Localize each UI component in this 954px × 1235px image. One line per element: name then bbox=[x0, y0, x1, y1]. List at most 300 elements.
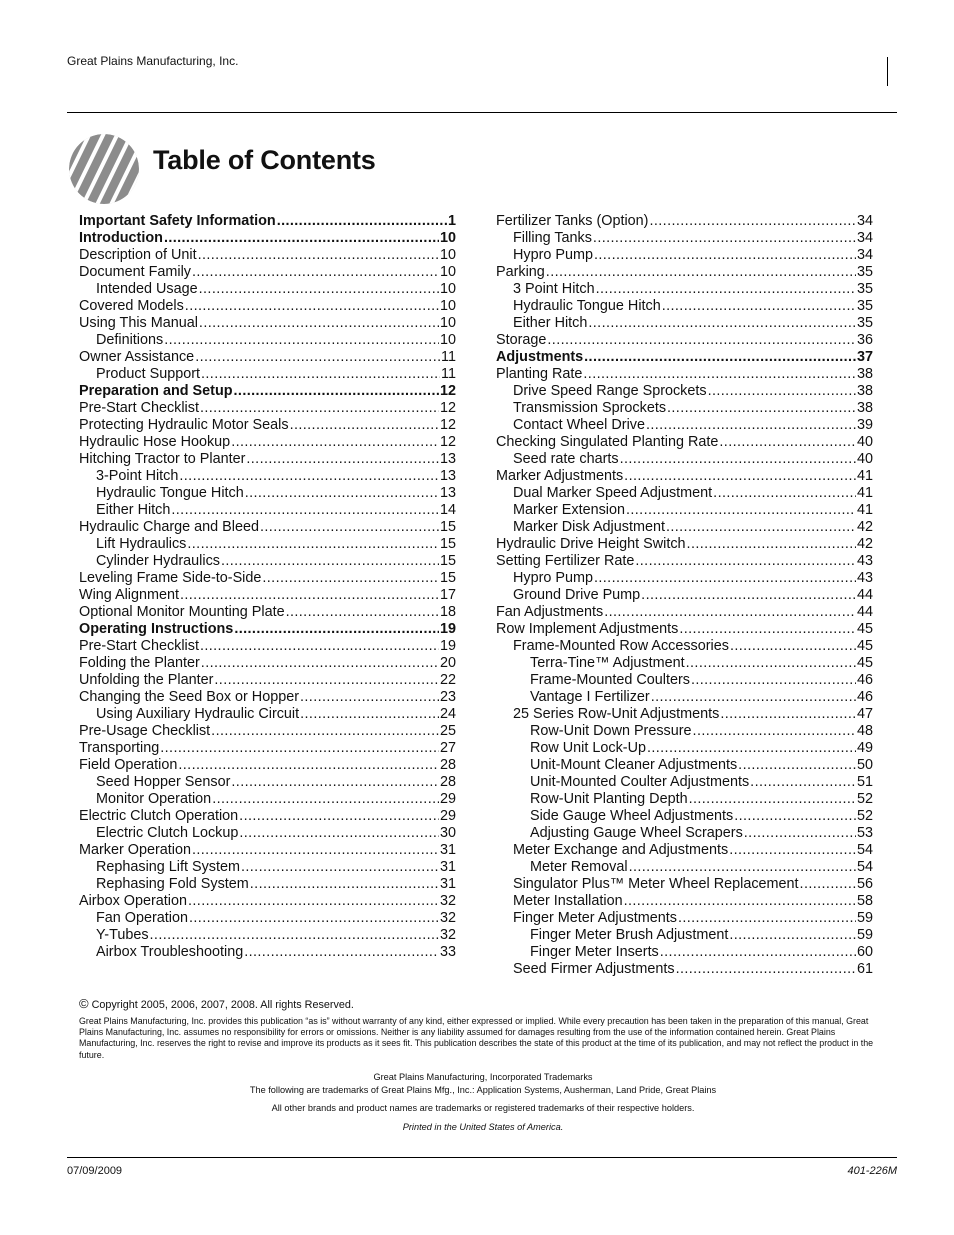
toc-entry-title: Pre-Usage Checklist bbox=[79, 723, 211, 739]
toc-entry-title: Side Gauge Wheel Adjustments bbox=[530, 808, 734, 824]
toc-entry[interactable] bbox=[79, 910, 456, 927]
part-number: 401-226M bbox=[847, 1165, 897, 1177]
toc-column-right bbox=[496, 213, 873, 978]
toc-entry-page: 13 bbox=[439, 468, 456, 484]
toc-dot-leader bbox=[277, 213, 447, 230]
toc-entry-title: Hydraulic Hose Hookup bbox=[79, 434, 231, 450]
toc-entry[interactable] bbox=[496, 927, 873, 944]
toc-dot-leader bbox=[649, 213, 856, 230]
toc-entry[interactable] bbox=[496, 621, 873, 638]
toc-entry[interactable] bbox=[496, 315, 873, 332]
toc-dot-leader bbox=[234, 621, 439, 638]
toc-entry[interactable] bbox=[79, 706, 456, 723]
toc-dot-leader bbox=[201, 655, 439, 672]
toc-entry-page: 36 bbox=[856, 332, 873, 348]
toc-entry[interactable] bbox=[79, 553, 456, 570]
toc-entry-title: Contact Wheel Drive bbox=[513, 417, 645, 433]
toc-entry-page: 10 bbox=[439, 332, 456, 348]
toc-entry[interactable] bbox=[79, 927, 456, 944]
toc-dot-leader bbox=[546, 264, 856, 281]
toc-dot-leader bbox=[729, 927, 856, 944]
toc-entry-page: 13 bbox=[439, 485, 456, 501]
toc-entry-title: Singulator Plus™ Meter Wheel Replacement bbox=[513, 876, 799, 892]
toc-entry[interactable] bbox=[496, 366, 873, 383]
toc-entry-title: Y-Tubes bbox=[96, 927, 149, 943]
toc-entry-title: Meter Removal bbox=[530, 859, 628, 875]
toc-entry-page: 35 bbox=[856, 281, 873, 297]
toc-entry-page: 10 bbox=[439, 247, 456, 263]
toc-entry[interactable] bbox=[496, 383, 873, 400]
toc-dot-leader bbox=[239, 825, 439, 842]
toc-dot-leader bbox=[185, 298, 439, 315]
trademarks-title: Great Plains Manufacturing, Incorporated Trademarks bbox=[373, 1072, 593, 1082]
toc-dot-leader bbox=[178, 757, 439, 774]
toc-dot-leader bbox=[660, 944, 856, 961]
toc-dot-leader bbox=[200, 400, 439, 417]
toc-entry-page: 58 bbox=[856, 893, 873, 909]
toc-entry[interactable] bbox=[496, 655, 873, 672]
toc-entry[interactable] bbox=[496, 859, 873, 876]
footer-rule bbox=[67, 1157, 897, 1158]
toc-entry-title: Row Implement Adjustments bbox=[496, 621, 679, 637]
toc-entry[interactable] bbox=[79, 842, 456, 859]
toc-entry[interactable] bbox=[496, 723, 873, 740]
toc-entry-page: 32 bbox=[439, 927, 456, 943]
toc-entry[interactable] bbox=[79, 264, 456, 281]
toc-entry-page: 60 bbox=[856, 944, 873, 960]
toc-entry-title: Operating Instructions bbox=[79, 621, 234, 637]
toc-dot-leader bbox=[300, 706, 439, 723]
toc-entry[interactable] bbox=[79, 638, 456, 655]
toc-entry-page: 44 bbox=[856, 587, 873, 603]
toc-dot-leader bbox=[171, 502, 439, 519]
toc-entry-page: 59 bbox=[856, 910, 873, 926]
toc-entry[interactable] bbox=[79, 298, 456, 315]
toc-entry-page: 38 bbox=[856, 383, 873, 399]
toc-entry-title: Vantage I Fertilizer bbox=[530, 689, 650, 705]
toc-entry[interactable] bbox=[79, 672, 456, 689]
toc-entry-page: 10 bbox=[439, 264, 456, 280]
toc-entry[interactable] bbox=[79, 400, 456, 417]
toc-dot-leader bbox=[729, 842, 856, 859]
toc-entry-page: 33 bbox=[439, 944, 456, 960]
toc-entry[interactable] bbox=[496, 451, 873, 468]
toc-dot-leader bbox=[626, 502, 856, 519]
toc-entry[interactable] bbox=[79, 451, 456, 468]
toc-dot-leader bbox=[211, 723, 439, 740]
toc-dot-leader bbox=[629, 859, 856, 876]
toc-entry-title: Checking Singulated Planting Rate bbox=[496, 434, 719, 450]
toc-entry-page: 35 bbox=[856, 315, 873, 331]
toc-entry[interactable] bbox=[496, 417, 873, 434]
toc-entry[interactable] bbox=[79, 604, 456, 621]
toc-entry-title: Leveling Frame Side-to-Side bbox=[79, 570, 262, 586]
toc-dot-leader bbox=[691, 672, 856, 689]
toc-dot-leader bbox=[750, 774, 856, 791]
toc-entry-title: Hydraulic Tongue Hitch bbox=[513, 298, 661, 314]
toc-entry-title: Airbox Troubleshooting bbox=[96, 944, 244, 960]
toc-entry-page: 31 bbox=[439, 876, 456, 892]
toc-entry[interactable] bbox=[496, 910, 873, 927]
toc-entry[interactable] bbox=[496, 740, 873, 757]
toc-entry-page: 32 bbox=[439, 910, 456, 926]
toc-entry-title: Protecting Hydraulic Motor Seals bbox=[79, 417, 289, 433]
toc-entry-page: 48 bbox=[856, 723, 873, 739]
toc-entry-title: Pre-Start Checklist bbox=[79, 638, 199, 654]
toc-entry-page: 12 bbox=[439, 434, 456, 450]
toc-entry-page: 1 bbox=[447, 213, 456, 229]
toc-dot-leader bbox=[594, 247, 856, 264]
toc-entry-page: 43 bbox=[856, 553, 873, 569]
toc-entry[interactable] bbox=[496, 349, 873, 366]
toc-entry-title: Marker Operation bbox=[79, 842, 191, 858]
toc-entry-page: 52 bbox=[856, 808, 873, 824]
toc-entry[interactable] bbox=[496, 298, 873, 315]
toc-entry[interactable] bbox=[79, 570, 456, 587]
toc-entry[interactable] bbox=[496, 876, 873, 893]
toc-entry-page: 11 bbox=[441, 349, 456, 365]
toc-entry[interactable] bbox=[79, 893, 456, 910]
toc-entry-page: 18 bbox=[439, 604, 456, 620]
toc-dot-leader bbox=[286, 604, 439, 621]
toc-dot-leader bbox=[662, 298, 856, 315]
toc-entry[interactable] bbox=[496, 944, 873, 961]
toc-entry-title: Field Operation bbox=[79, 757, 178, 773]
toc-entry[interactable] bbox=[496, 638, 873, 655]
toc-entry-page: 41 bbox=[856, 502, 873, 518]
toc-entry-page: 22 bbox=[439, 672, 456, 688]
toc-entry-page: 51 bbox=[856, 774, 873, 790]
toc-entry[interactable] bbox=[79, 944, 456, 961]
toc-entry[interactable] bbox=[79, 349, 456, 366]
toc-entry[interactable] bbox=[79, 723, 456, 740]
toc-entry[interactable] bbox=[79, 536, 456, 553]
toc-entry[interactable] bbox=[496, 587, 873, 604]
toc-entry-title: Electric Clutch Operation bbox=[79, 808, 239, 824]
toc-entry-page: 10 bbox=[439, 315, 456, 331]
toc-dot-leader bbox=[635, 553, 856, 570]
toc-entry-page: 46 bbox=[856, 672, 873, 688]
toc-entry-title: Hypro Pump bbox=[513, 247, 593, 263]
toc-dot-leader bbox=[260, 519, 439, 536]
toc-dot-leader bbox=[199, 315, 439, 332]
toc-dot-leader bbox=[584, 349, 856, 366]
toc-dot-leader bbox=[547, 332, 856, 349]
toc-entry[interactable] bbox=[79, 876, 456, 893]
toc-entry-title: Marker Adjustments bbox=[496, 468, 624, 484]
toc-entry-page: 53 bbox=[856, 825, 873, 841]
toc-entry-page: 54 bbox=[856, 859, 873, 875]
toc-dot-leader bbox=[624, 893, 856, 910]
toc-dot-leader bbox=[231, 774, 439, 791]
toc-entry-title: Storage bbox=[496, 332, 547, 348]
toc-entry-page: 19 bbox=[439, 621, 456, 637]
toc-entry[interactable] bbox=[496, 519, 873, 536]
toc-dot-leader bbox=[641, 587, 856, 604]
toc-dot-leader bbox=[200, 638, 439, 655]
toc-entry-title: Row-Unit Down Pressure bbox=[530, 723, 692, 739]
toc-entry[interactable] bbox=[79, 315, 456, 332]
toc-entry-page: 12 bbox=[439, 383, 456, 399]
toc-entry[interactable] bbox=[79, 825, 456, 842]
toc-entry[interactable] bbox=[496, 825, 873, 842]
toc-entry-page: 32 bbox=[439, 893, 456, 909]
toc-entry-page: 11 bbox=[441, 366, 456, 382]
toc-dot-leader bbox=[195, 349, 440, 366]
toc-entry[interactable] bbox=[79, 859, 456, 876]
toc-dot-leader bbox=[234, 383, 439, 400]
toc-entry[interactable] bbox=[496, 281, 873, 298]
toc-entry-page: 15 bbox=[439, 553, 456, 569]
toc-entry-page: 35 bbox=[856, 264, 873, 280]
toc-dot-leader bbox=[713, 485, 856, 502]
toc-dot-leader bbox=[164, 332, 439, 349]
toc-entry[interactable] bbox=[496, 553, 873, 570]
toc-entry-title: Marker Extension bbox=[513, 502, 625, 518]
toc-entry-page: 31 bbox=[439, 842, 456, 858]
toc-entry[interactable] bbox=[496, 689, 873, 706]
toc-entry-title: Definitions bbox=[96, 332, 164, 348]
toc-entry-page: 31 bbox=[439, 859, 456, 875]
toc-entry-title: Hypro Pump bbox=[513, 570, 593, 586]
toc-entry-page: 43 bbox=[856, 570, 873, 586]
toc-entry[interactable] bbox=[496, 893, 873, 910]
toc-entry[interactable] bbox=[496, 247, 873, 264]
toc-dot-leader bbox=[198, 247, 439, 264]
toc-entry-page: 29 bbox=[439, 791, 456, 807]
toc-entry[interactable] bbox=[79, 213, 456, 230]
toc-dot-leader bbox=[214, 672, 439, 689]
toc-dot-leader bbox=[187, 536, 439, 553]
toc-entry-title: Airbox Operation bbox=[79, 893, 187, 909]
toc-dot-leader bbox=[192, 842, 439, 859]
toc-dot-leader bbox=[689, 791, 856, 808]
toc-entry[interactable] bbox=[79, 587, 456, 604]
toc-entry-title: Preparation and Setup bbox=[79, 383, 233, 399]
toc-entry-page: 41 bbox=[856, 468, 873, 484]
toc-entry-title: Using Auxiliary Hydraulic Circuit bbox=[96, 706, 300, 722]
toc-entry-title: Dual Marker Speed Adjustment bbox=[513, 485, 713, 501]
toc-entry-title: Lift Hydraulics bbox=[96, 536, 187, 552]
toc-dot-leader bbox=[738, 757, 856, 774]
toc-entry[interactable] bbox=[79, 247, 456, 264]
striped-circle-logo-icon bbox=[68, 133, 140, 205]
toc-entry-page: 46 bbox=[856, 689, 873, 705]
toc-entry-title: Fan Adjustments bbox=[496, 604, 604, 620]
toc-entry-title: Unit-Mounted Coulter Adjustments bbox=[530, 774, 750, 790]
toc-entry[interactable] bbox=[496, 842, 873, 859]
publication-date: 07/09/2009 bbox=[67, 1165, 123, 1177]
toc-entry[interactable] bbox=[496, 791, 873, 808]
toc-dot-leader bbox=[180, 587, 439, 604]
toc-entry[interactable] bbox=[79, 689, 456, 706]
toc-entry[interactable] bbox=[79, 417, 456, 434]
toc-entry-title: Adjustments bbox=[496, 349, 584, 365]
toc-entry[interactable] bbox=[496, 332, 873, 349]
toc-entry-title: Planting Rate bbox=[496, 366, 583, 382]
toc-entry[interactable] bbox=[496, 536, 873, 553]
toc-entry-page: 30 bbox=[439, 825, 456, 841]
toc-entry-title: Row-Unit Planting Depth bbox=[530, 791, 688, 807]
toc-entry-title: Introduction bbox=[79, 230, 163, 246]
toc-entry[interactable] bbox=[496, 264, 873, 281]
toc-entry[interactable] bbox=[496, 774, 873, 791]
toc-entry-page: 23 bbox=[439, 689, 456, 705]
toc-entry[interactable] bbox=[79, 502, 456, 519]
toc-entry[interactable] bbox=[496, 808, 873, 825]
toc-entry-title: Finger Meter Inserts bbox=[530, 944, 659, 960]
toc-entry[interactable] bbox=[79, 366, 456, 383]
toc-entry[interactable] bbox=[496, 468, 873, 485]
toc-entry-title: Ground Drive Pump bbox=[513, 587, 641, 603]
toc-entry-title: Transmission Sprockets bbox=[513, 400, 667, 416]
toc-entry[interactable] bbox=[496, 213, 873, 230]
toc-entry[interactable] bbox=[496, 434, 873, 451]
toc-dot-leader bbox=[720, 706, 856, 723]
toc-entry-title: Transporting bbox=[79, 740, 160, 756]
toc-dot-leader bbox=[647, 740, 856, 757]
toc-entry-title: Frame-Mounted Coulters bbox=[530, 672, 690, 688]
toc-dot-leader bbox=[676, 961, 856, 978]
toc-entry[interactable] bbox=[79, 740, 456, 757]
toc-entry[interactable] bbox=[79, 332, 456, 349]
toc-dot-leader bbox=[188, 893, 439, 910]
toc-entry-title: Either Hitch bbox=[96, 502, 171, 518]
toc-entry-page: 41 bbox=[856, 485, 873, 501]
toc-dot-leader bbox=[593, 230, 856, 247]
toc-entry-page: 15 bbox=[439, 536, 456, 552]
toc-entry-title: Hydraulic Tongue Hitch bbox=[96, 485, 244, 501]
toc-entry-title: Rephasing Lift System bbox=[96, 859, 240, 875]
toc-dot-leader bbox=[245, 485, 439, 502]
toc-dot-leader bbox=[594, 570, 856, 587]
toc-dot-leader bbox=[719, 434, 856, 451]
toc-entry[interactable] bbox=[79, 434, 456, 451]
toc-entry[interactable] bbox=[496, 230, 873, 247]
toc-entry-page: 45 bbox=[856, 638, 873, 654]
toc-entry-title: Folding the Planter bbox=[79, 655, 200, 671]
toc-entry[interactable] bbox=[79, 468, 456, 485]
toc-dot-leader bbox=[241, 859, 439, 876]
toc-entry-page: 13 bbox=[439, 451, 456, 467]
toc-entry-title: Electric Clutch Lockup bbox=[96, 825, 239, 841]
toc-entry[interactable] bbox=[79, 281, 456, 298]
toc-dot-leader bbox=[666, 519, 856, 536]
toc-entry-title: Cylinder Hydraulics bbox=[96, 553, 220, 569]
toc-entry[interactable] bbox=[79, 485, 456, 502]
toc-dot-leader bbox=[164, 230, 439, 247]
company-name: Great Plains Manufacturing, Inc. bbox=[67, 54, 239, 68]
toc-entry[interactable] bbox=[496, 672, 873, 689]
toc-entry[interactable] bbox=[496, 502, 873, 519]
toc-entry-page: 40 bbox=[856, 434, 873, 450]
copyright-symbol: © bbox=[79, 996, 89, 1011]
toc-entry-page: 37 bbox=[856, 349, 873, 365]
toc-entry-page: 10 bbox=[439, 298, 456, 314]
toc-dot-leader bbox=[678, 910, 856, 927]
toc-entry-title: Seed rate charts bbox=[513, 451, 619, 467]
copyright-line bbox=[79, 996, 354, 1011]
toc-entry[interactable] bbox=[79, 808, 456, 825]
toc-entry[interactable] bbox=[496, 570, 873, 587]
toc-dot-leader bbox=[246, 451, 439, 468]
toc-entry[interactable] bbox=[496, 400, 873, 417]
toc-entry[interactable] bbox=[79, 383, 456, 400]
toc-entry-title: Filling Tanks bbox=[513, 230, 592, 246]
toc-dot-leader bbox=[199, 281, 439, 298]
toc-entry-page: 38 bbox=[856, 400, 873, 416]
toc-entry-title: Meter Installation bbox=[513, 893, 623, 909]
toc-entry[interactable] bbox=[79, 621, 456, 638]
toc-entry-page: 35 bbox=[856, 298, 873, 314]
toc-entry-title: Unfolding the Planter bbox=[79, 672, 214, 688]
toc-dot-leader bbox=[262, 570, 439, 587]
toc-entry-title: Fertilizer Tanks (Option) bbox=[496, 213, 649, 229]
toc-entry-title: Seed Firmer Adjustments bbox=[513, 961, 675, 977]
toc-entry-page: 17 bbox=[439, 587, 456, 603]
toc-entry[interactable] bbox=[79, 655, 456, 672]
toc-dot-leader bbox=[693, 723, 856, 740]
toc-entry-page: 25 bbox=[439, 723, 456, 739]
toc-entry[interactable] bbox=[79, 791, 456, 808]
toc-dot-leader bbox=[620, 451, 856, 468]
toc-dot-leader bbox=[734, 808, 856, 825]
toc-entry-page: 45 bbox=[856, 621, 873, 637]
toc-entry-title: 3-Point Hitch bbox=[96, 468, 179, 484]
toc-entry-title: Important Safety Information bbox=[79, 213, 276, 229]
toc-entry-title: Finger Meter Adjustments bbox=[513, 910, 677, 926]
toc-entry[interactable] bbox=[79, 519, 456, 536]
toc-entry-page: 12 bbox=[439, 400, 456, 416]
toc-entry-title: Terra-Tine™ Adjustment bbox=[530, 655, 685, 671]
toc-dot-leader bbox=[583, 366, 856, 383]
toc-dot-leader bbox=[667, 400, 856, 417]
toc-entry-title: Either Hitch bbox=[513, 315, 588, 331]
toc-entry-page: 20 bbox=[439, 655, 456, 671]
toc-entry[interactable] bbox=[496, 485, 873, 502]
toc-entry-title: Setting Fertilizer Rate bbox=[496, 553, 635, 569]
toc-entry[interactable] bbox=[79, 774, 456, 791]
toc-entry[interactable] bbox=[496, 706, 873, 723]
toc-entry-page: 29 bbox=[439, 808, 456, 824]
toc-dot-leader bbox=[231, 434, 439, 451]
header-vertical-rule bbox=[887, 57, 888, 86]
toc-entry-page: 28 bbox=[439, 757, 456, 773]
toc-entry[interactable] bbox=[496, 757, 873, 774]
toc-entry-page: 10 bbox=[439, 281, 456, 297]
toc-entry[interactable] bbox=[496, 604, 873, 621]
toc-entry-page: 54 bbox=[856, 842, 873, 858]
toc-entry-page: 10 bbox=[439, 230, 456, 246]
toc-dot-leader bbox=[239, 808, 439, 825]
toc-entry[interactable] bbox=[496, 961, 873, 978]
toc-dot-leader bbox=[150, 927, 439, 944]
page-title: Table of Contents bbox=[153, 145, 376, 175]
toc-entry-page: 19 bbox=[439, 638, 456, 654]
toc-entry[interactable] bbox=[79, 230, 456, 247]
toc-entry-page: 56 bbox=[856, 876, 873, 892]
toc-entry-page: 15 bbox=[439, 519, 456, 535]
toc-entry-title: Rephasing Fold System bbox=[96, 876, 249, 892]
copyright-text: Copyright 2005, 2006, 2007, 2008. All rights Reserved. bbox=[91, 999, 354, 1011]
toc-entry-page: 61 bbox=[856, 961, 873, 977]
toc-dot-leader bbox=[290, 417, 439, 434]
toc-entry[interactable] bbox=[79, 757, 456, 774]
toc-dot-leader bbox=[212, 791, 439, 808]
toc-entry-page: 38 bbox=[856, 366, 873, 382]
toc-entry-title: 3 Point Hitch bbox=[513, 281, 595, 297]
toc-entry-title: Hydraulic Charge and Bleed bbox=[79, 519, 259, 535]
